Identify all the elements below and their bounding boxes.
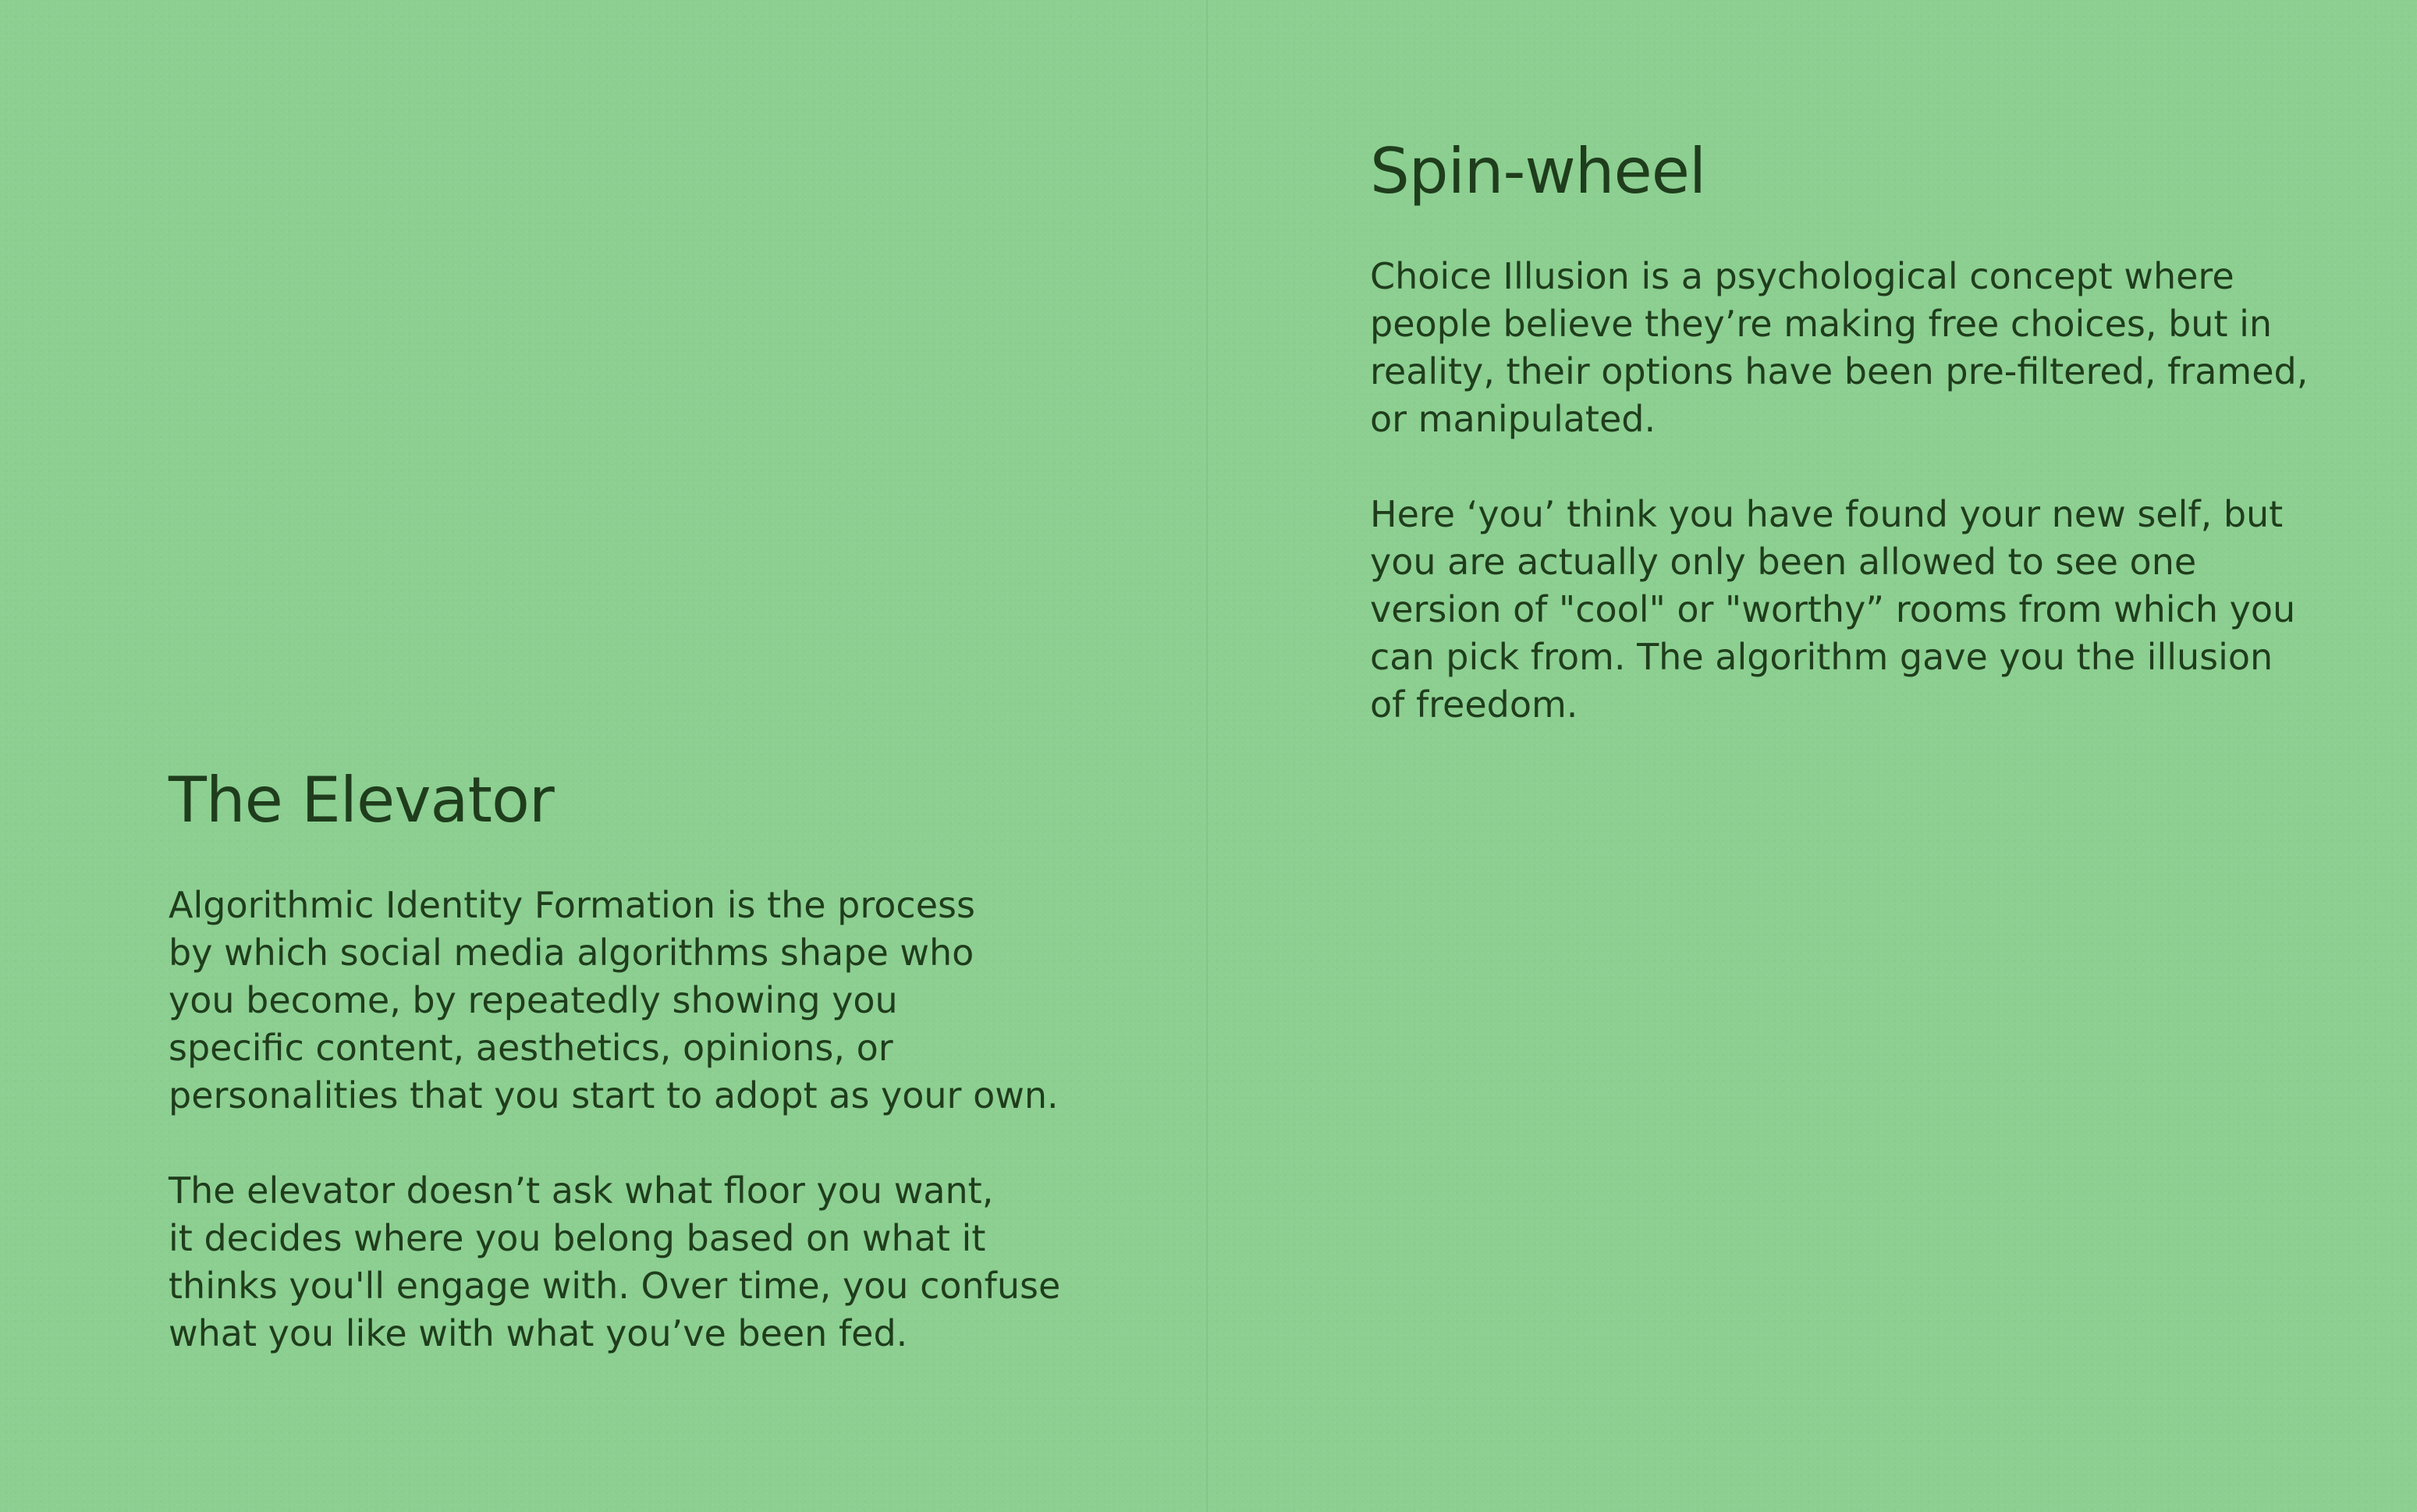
- elevator-description-paragraph: The elevator doesn’t ask what floor you want, it decides where you belong based on what it thinks you'll engage with. Over time, you confuse what you like with what you’ve been fed.: [169, 1169, 1061, 1354]
- elevator-heading: The Elevator: [169, 764, 554, 836]
- elevator-section: [169, 763, 1097, 1358]
- page-gutter: [1206, 0, 1208, 1512]
- spin-wheel-definition-paragraph: Choice Illusion is a psychological concept where people believe they’re making free choices, but in reality, their options have been pre-filtered, framed, or manipulated.: [1370, 255, 2309, 440]
- spin-wheel-heading: Spin-wheel: [1370, 135, 1706, 208]
- elevator-definition-paragraph: Algorithmic Identity Formation is the process by which social media algorithms shape who you become, by repeatedly showing you specific content, aesthetics, opinions, or personalities that you start to adopt as your own.: [169, 884, 1059, 1116]
- spin-wheel-description-paragraph: Here ‘you’ think you have found your new self, but you are actually only been allowed to see one version of "cool" or "worthy” rooms from which you can pick from. The algorithm gave you the illusion of freedom.: [1370, 493, 2296, 726]
- spin-wheel-section: [1370, 134, 2322, 729]
